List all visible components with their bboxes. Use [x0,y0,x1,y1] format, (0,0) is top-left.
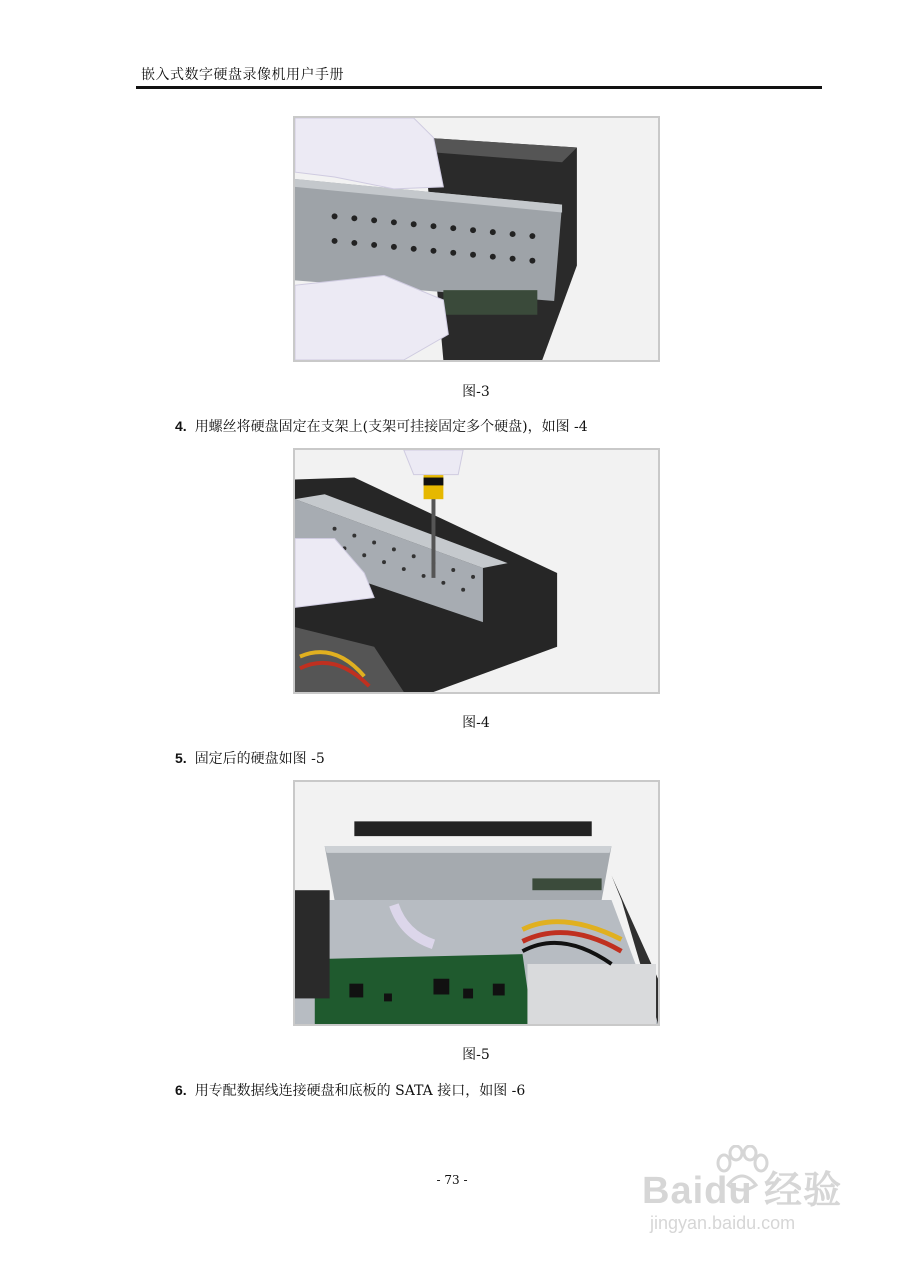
watermark-brand: Baidu 经验 [642,1170,843,1212]
baidu-watermark [642,1145,852,1245]
header-rule [136,86,822,89]
watermark-url: jingyan.baidu.com [650,1213,796,1233]
figure-5-photo [293,780,660,1026]
step-4-number: 4. [175,418,187,434]
figure-3-photo [293,116,660,362]
step-6 [175,1080,525,1100]
step-4 [175,416,588,436]
figure-3-caption: 图-3 [462,384,490,400]
step-5 [175,748,325,768]
page-header-title: 嵌入式数字硬盘录像机用户手册 [141,67,344,83]
figure-4-caption: 图-4 [462,715,490,731]
figure-5-caption: 图-5 [462,1047,490,1063]
step-6-number: 6. [175,1082,187,1098]
page-number: - 73 - [436,1173,468,1187]
step-5-text: 固定后的硬盘如图 -5 [194,751,325,767]
step-5-number: 5. [175,750,187,766]
step-4-text: 用螺丝将硬盘固定在支架上(支架可挂接固定多个硬盘)，如图 -4 [194,419,588,435]
step-6-text: 用专配数据线连接硬盘和底板的 SATA 接口，如图 -6 [194,1083,526,1099]
figure-4-photo [293,448,660,694]
